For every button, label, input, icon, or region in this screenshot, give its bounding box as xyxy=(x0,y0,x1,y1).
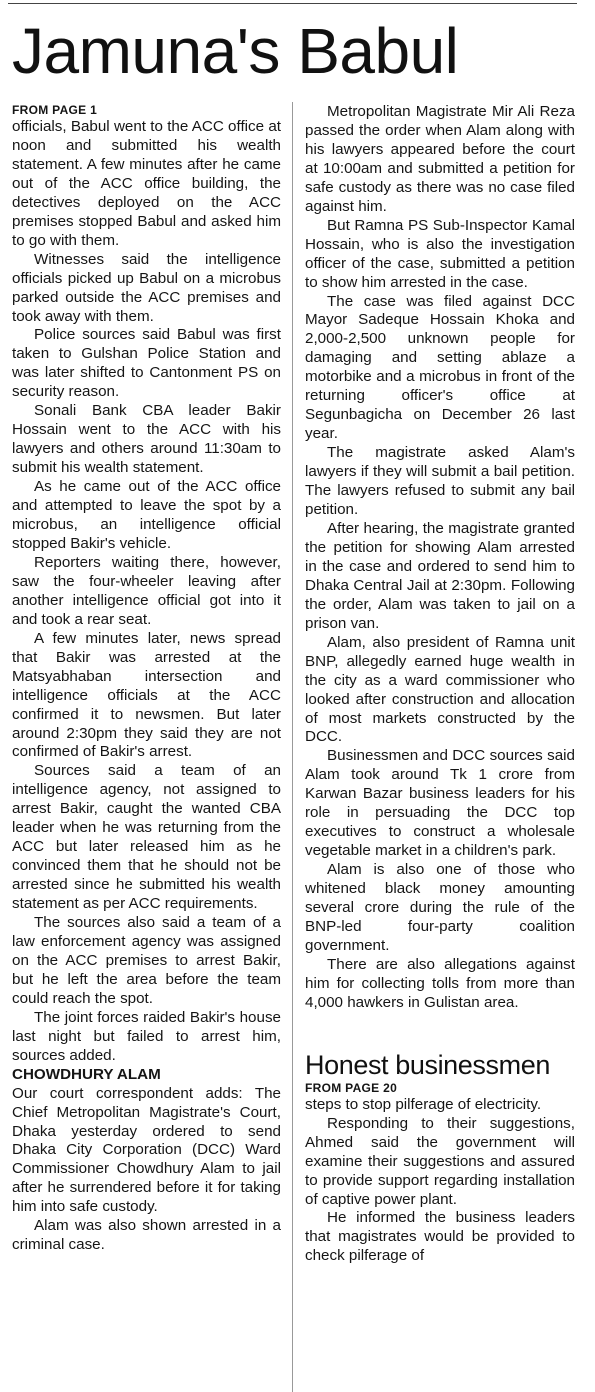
article-paragraph: There are also allegations against him for collecting tolls from more than 4,000 hawkers in Gulistan area. xyxy=(305,955,575,1011)
article-paragraph: As he came out of the ACC office and attempted to leave the spot by a microbus, an intelligence official stopped Bakir's vehicle. xyxy=(12,478,281,552)
article-paragraph: After hearing, the magistrate granted the petition for showing Alam arrested in the case and ordered to send him to Dhaka Central Jail at 2:30pm. Following the order, Alam was taken to jail on a prison van. xyxy=(305,519,575,632)
continuation-kicker: FROM PAGE 20 xyxy=(305,1080,398,1095)
article-paragraph: But Ramna PS Sub-Inspector Kamal Hossain, who is also the investigation officer of the case, submitted a petition to show him arrested in the case. xyxy=(305,216,575,291)
article-paragraph: The case was filed against DCC Mayor Sadeque Hossain Khoka and 2,000-2,500 unknown people for damaging and setting ablaze a motorbike and a microbus in front of the returning officer's office at Segunbagicha on December 26 last year. xyxy=(305,292,575,443)
article-paragraph: The joint forces raided Bakir's house last night but failed to arrest him, sources added. xyxy=(12,1008,281,1064)
article-paragraph: Alam was also shown arrested in a criminal case. xyxy=(12,1217,281,1254)
article-paragraph: Police sources said Babul was first taken to Gulshan Police Station and was later shifted to Cantonment PS on security reason. xyxy=(12,326,281,401)
article-paragraph: Responding to their suggestions, Ahmed said the government will examine their suggestions and assured to provide support regarding installation of captive power plant. xyxy=(305,1114,575,1208)
page-headline: Jamuna's Babul xyxy=(12,15,459,87)
article-paragraph: A few minutes later, news spread that Bakir was arrested at the Matsyabhaban intersection and intelligence officials at the ACC confirmed it to newsmen. But later around 2:30pm they said they are not confirmed of Bakir's arrest. xyxy=(12,629,281,761)
article-paragraph: The magistrate asked Alam's lawyers if they will submit a bail petition. The lawyers refused to submit any bail petition. xyxy=(305,444,575,519)
article-paragraph: Alam, also president of Ramna unit BNP, allegedly earned huge wealth in the city as a ward commissioner who looked after construction and allocation of most markets constructed by the DCC. xyxy=(305,633,575,746)
article-paragraph: Metropolitan Magistrate Mir Ali Reza passed the order when Alam along with his lawyers appeared before the court at 10:00am and submitted a petition for safe custody as there was no case filed against him. xyxy=(305,103,575,215)
continuation-kicker: FROM PAGE 1 xyxy=(12,103,98,117)
article-paragraph: steps to stop pilferage of electricity. xyxy=(305,1095,542,1113)
article-paragraph: Sources said a team of an intelligence agency, not assigned to arrest Bakir, caught the wanted CBA leader when he was returning from the ACC but later released him as he convinced them that he should not be arrested since he submitted his wealth statement as per ACC requirements. xyxy=(12,762,281,913)
top-rule xyxy=(8,3,577,4)
article-paragraph: Alam is also one of those who whitened black money amounting several crore during the rule of the BNP-led four-party coalition government. xyxy=(305,861,575,954)
left-column xyxy=(12,103,281,1255)
right-column xyxy=(305,103,575,1266)
article-paragraph: officials, Babul went to the ACC office at noon and submitted his wealth statement. A few minutes after he came out of the ACC office building, the detectives deployed on the ACC premises stopped Babul and asked him to go with them. xyxy=(12,118,281,249)
section-subhead: CHOWDHURY ALAM xyxy=(12,1065,161,1083)
article-paragraph: He informed the business leaders that magistrates would be provided to check pilferage of xyxy=(305,1209,575,1265)
article-paragraph: Our court correspondent adds: The Chief Metropolitan Magistrate's Court, Dhaka yesterday ordered to send Dhaka City Corporation (DCC) Ward Commissioner Chowdhury Alam to jail after he surrendered before it for taking him into safe custody. xyxy=(12,1084,281,1216)
column-divider xyxy=(292,102,293,1392)
article-paragraph: Witnesses said the intelligence officials picked up Babul on a microbus parked outside the ACC premises and took away with them. xyxy=(12,250,281,325)
article-paragraph: Businessmen and DCC sources said Alam took around Tk 1 crore from Karwan Bazar business leaders for his role in persuading the DCC top executives to construct a wholesale vegetable market in a children's park. xyxy=(305,747,575,860)
article-paragraph: The sources also said a team of a law enforcement agency was assigned on the ACC premises to arrest Bakir, but he left the area before the team could reach the spot. xyxy=(12,914,281,1007)
article-paragraph: Sonali Bank CBA leader Bakir Hossain went to the ACC with his lawyers and others around 11:30am to submit his wealth statement. xyxy=(12,402,281,477)
second-story-headline: Honest businessmen xyxy=(305,1049,550,1080)
article-paragraph: Reporters waiting there, however, saw the four-wheeler leaving after another intelligence official got into it and took a rear seat. xyxy=(12,553,281,628)
